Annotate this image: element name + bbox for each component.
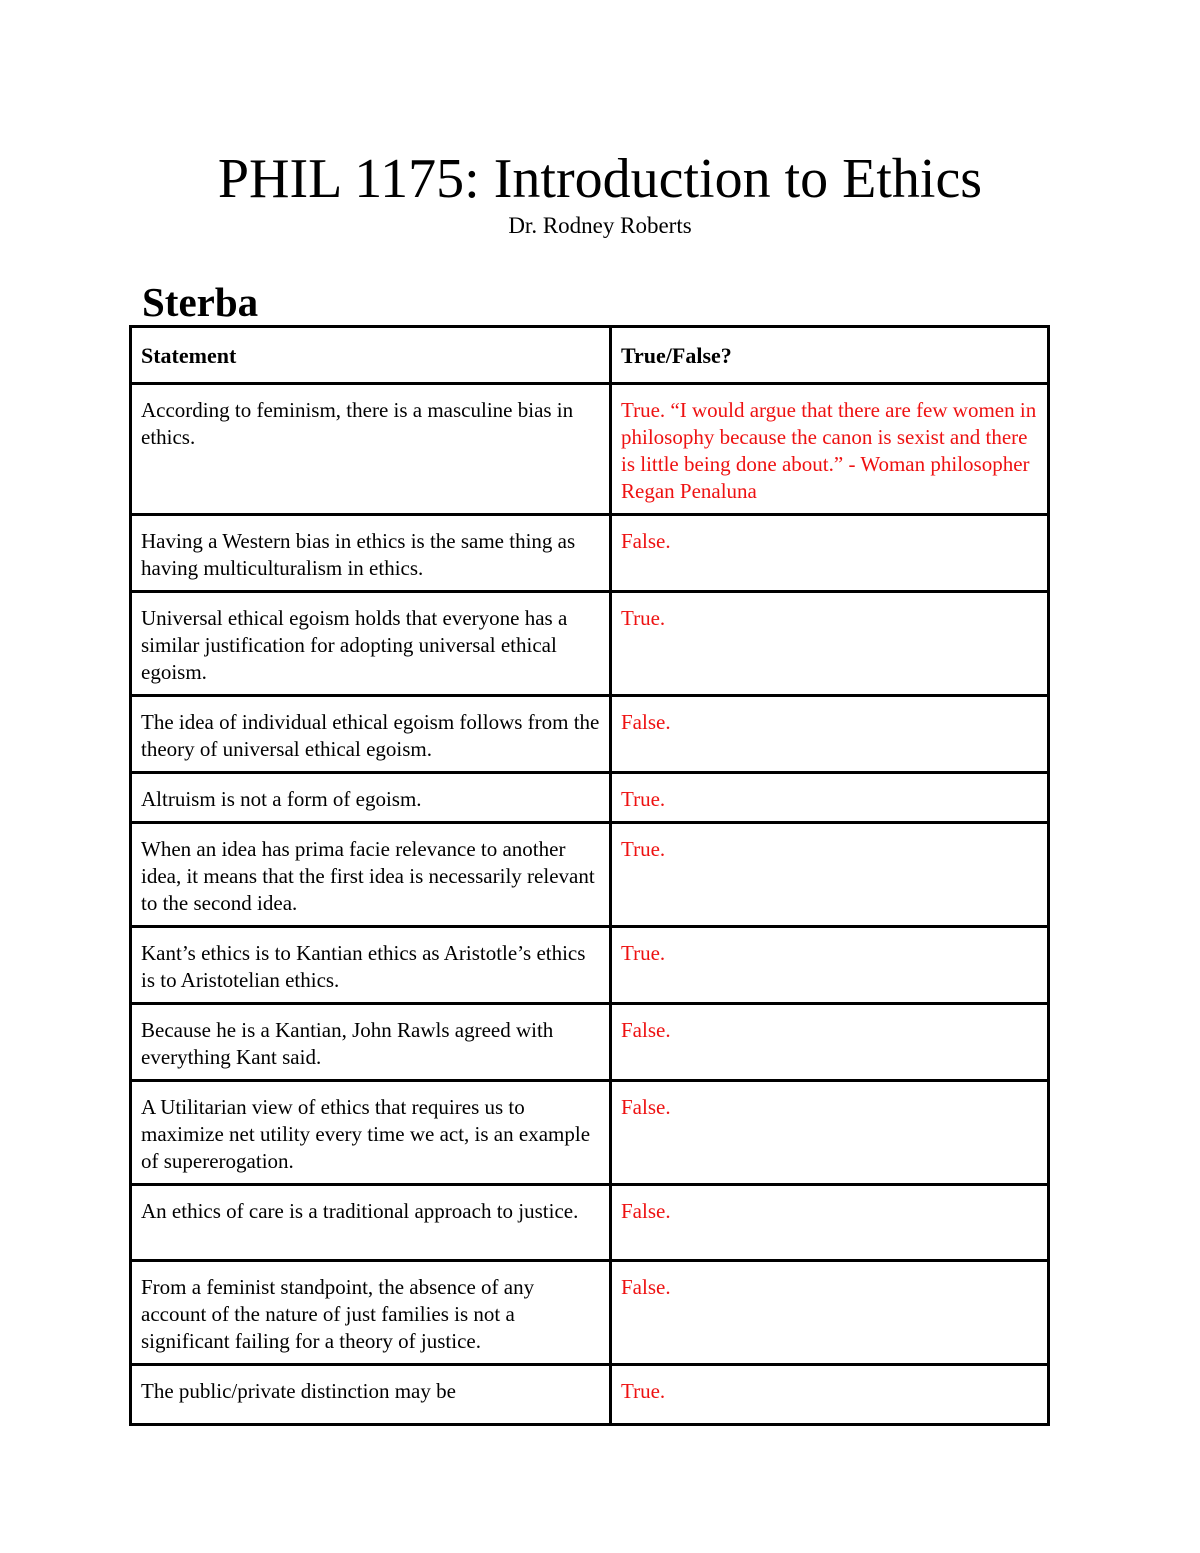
answer-cell: False. <box>611 1261 1049 1365</box>
true-false-table <box>129 325 1050 1426</box>
answer-cell: False. <box>611 1004 1049 1081</box>
answer-cell: True. <box>611 592 1049 696</box>
answer-cell: False. <box>611 1185 1049 1261</box>
table-row <box>131 927 1049 1004</box>
answer-cell: False. <box>611 1081 1049 1185</box>
column-header-true-false: True/False? <box>611 327 1049 384</box>
statement-cell: The idea of individual ethical egoism follows from the theory of universal ethical egoism. <box>131 696 611 773</box>
table-row <box>131 1261 1049 1365</box>
table-row <box>131 773 1049 823</box>
statement-cell: Universal ethical egoism holds that everyone has a similar justification for adopting universal ethical egoism. <box>131 592 611 696</box>
answer-cell: True. <box>611 927 1049 1004</box>
page-subtitle: Dr. Rodney Roberts <box>508 213 692 238</box>
table-row <box>131 1365 1049 1425</box>
table-row <box>131 515 1049 592</box>
table-row <box>131 592 1049 696</box>
statement-cell: Because he is a Kantian, John Rawls agreed with everything Kant said. <box>131 1004 611 1081</box>
answer-cell: True. “I would argue that there are few women in philosophy because the canon is sexist and there is little being done about.” - Woman philosopher Regan Penaluna <box>611 384 1049 515</box>
table-row <box>131 384 1049 515</box>
answer-cell: True. <box>611 1365 1049 1425</box>
section-heading: Sterba <box>142 279 259 325</box>
column-header-statement: Statement <box>131 327 611 384</box>
table-row <box>131 1004 1049 1081</box>
page-title: PHIL 1175: Introduction to Ethics <box>217 148 983 210</box>
table-row <box>131 823 1049 927</box>
answer-cell: True. <box>611 823 1049 927</box>
table-row <box>131 1185 1049 1261</box>
answer-cell: False. <box>611 515 1049 592</box>
statement-cell: From a feminist standpoint, the absence of any account of the nature of just families is not a significant failing for a theory of justice. <box>131 1261 611 1365</box>
answer-cell: False. <box>611 696 1049 773</box>
table-row <box>131 1081 1049 1185</box>
statement-cell: Having a Western bias in ethics is the same thing as having multiculturalism in ethics. <box>131 515 611 592</box>
table-header-row <box>131 327 1049 384</box>
statement-cell: An ethics of care is a traditional approach to justice. <box>131 1185 611 1261</box>
statement-cell: According to feminism, there is a masculine bias in ethics. <box>131 384 611 515</box>
statement-cell: When an idea has prima facie relevance to another idea, it means that the first idea is necessarily relevant to the second idea. <box>131 823 611 927</box>
statement-cell: A Utilitarian view of ethics that requires us to maximize net utility every time we act, is an example of supererogation. <box>131 1081 611 1185</box>
statement-cell: The public/private distinction may be <box>131 1365 611 1425</box>
statement-cell: Kant’s ethics is to Kantian ethics as Aristotle’s ethics is to Aristotelian ethics. <box>131 927 611 1004</box>
table-row <box>131 696 1049 773</box>
statement-cell: Altruism is not a form of egoism. <box>131 773 611 823</box>
answer-cell: True. <box>611 773 1049 823</box>
